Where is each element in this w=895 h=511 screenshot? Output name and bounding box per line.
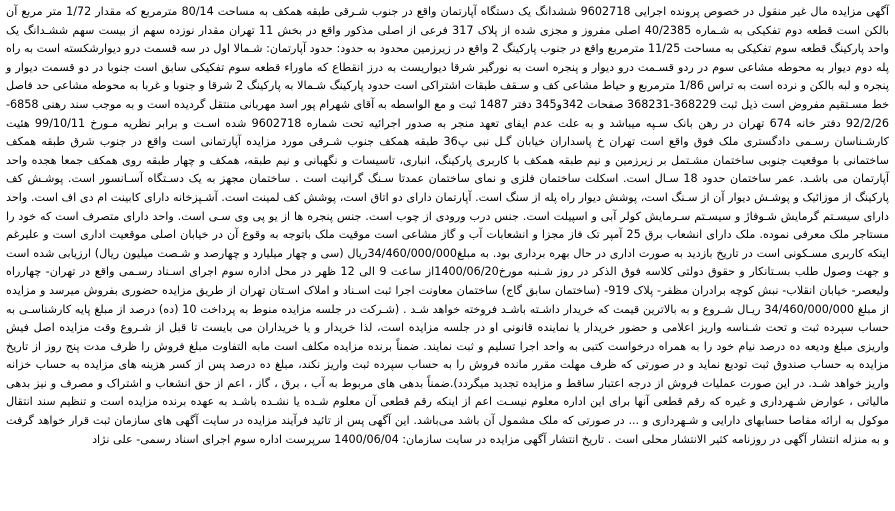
notice-body-text: آگهی مزایده مال غیر منقول در خصوص پرونده اجرایی 9602718 ششدانگ یک دستگاه آپارتمان واقع در جنوب شـرقی طبقه همکف به مساحت 80/14 مترمربع که مقدار 1/72 متر مربع آن بالکن است قطعه دوم تفکیکی به شـماره 40/2385 اصلی مفروز و مجزی شده از پلاک 317 فرعی از اصلی مذکور واقع در بخش 11 تهران مقدار نوزده سهم از بیست سهم ششـدانگ یک واحد پارکینگ قطعه سوم تفکیکی به مساحت 11/25 مترمربع واقع در جنوب پارکینگ 2 واقع در زیرزمین محدود به حدود: حدود آپارتمان: شـمالا اول در سه قسمت درو دیوارشکسته است به راه پله دوم دیوار به محوطه مشاعی سوم در ردو قسـمت درو دیوار و پنجره است به نورگیر شرقا دیواریست به درز انقطاع که ماوراء قطعه سوم تفکیکی سابق است جنوبا در دو قسمت دیوار و پنجره و لبه بالکن و نرده است به تراس 1/86 مترمربع و حیاط مشاعی کف و سـقف طبقات اشتراکی است حدود پارکینگ شـمالا به پارکینگ 2 شرقا و جنوبا و غربا به محوطه مشاعی حد فاصل خط مسـتقیم مفروض است ذیل ثبت 368229-368231 صفحات 342و345 دفتر 1487 ثبت و مع الواسطه به آقای شهرام پور اسد مهربانی منتقل گردیده است و به موجب سند رهنی 6858-92/2/26 دفتر خانه 674 تهران در رهن بانک سـپه میباشد و به علت عدم ایفای تعهد منجر به صدور اجرائیه تحت شماره 9602718 شده اسـت و برابر نظریه مـورخ 99/10/11 هئیت کارشـناسان رسـمی دادگستری ملک فوق واقع است تهران خ پاسداران خیابان گـل نبی پ36 طبقه همکف جنوب شـرقی مورد مزایده آپارتمانی است واقع در جنوب شرق طبقه همکف ساختمانی با موقعیت جنوبی ساختمان مشـتمل بر زیرزمین و نیم طبقه همکف با کاربری پارکینگ، انباری، تاسیسات و نگهبانی و نیم طبقه، همکف و چهار طبقه روی همکف جمعا هجده واحد آپارتمان می باشـد. عمر ساختمان حدود 18 سـال است. اسکلت ساختمان فلزی و نمای ساختمان عمدتا سـنگ گرانیت است . ساختمان مجهز به یک دسـتگاه آسـانسور است. پوشـش کف پارکینگ از موزائیک و پوشـش دیوار آن از سـنگ است، پوشش دیوار راه پله از سنگ است. آپارتمان دارای دو اتاق است، پوشش کف لمینت است. آشـپزخانه دارای کابینت ام دی اف است. واحد دارای سیسـتم گرمایش شـوفاژ و سیسـتم سـرمایش کولر آبی و اسپیلت است. جنس درب ورودی از چوب است. جنس پنجره ها از یو پی وی سـی است. واحد دارای متصرف است که خود را مستاجر ملک معرفی نموده. ملک دارای انشعاب برق 25 آمپر تک فاز مجزا و انشعابات آب و گاز مشاعی است موقیت ملک باتوجه به وقوع آن در خیابان اصلی موقعیت اداری است و علیرغم اینکه کاربری مسـکونی است در تاریخ بازدید به صورت اداری در حال بهره برداری بود. به مبلغ34/460/000/000ریال (سی و چهار میلیارد و چهارصد و شـصت میلیون ریال) ارزیابی شده است و جهت وصول طلب بسـتانکار و حقوق دولتی کلاسه فوق الذکر در روز شـنبه مورخ1400/06/20از ساعت 9 الی 12 ظهر در محل اداره سوم اجرای اسـناد رسـمی واقع در تهران- چهارراه ولیعصر- خیابان انقلاب- نبش کوچه برادران مظفر- پلاک 919- (ساختمان سابق گاج) ساختمان معاونت اجرا ثبت اسـناد و املاک اسـتان تهران از طریق مزایده حضوری بفروش میرسد و مزایده از مبلغ 34/460/000/000 ریـال شـروع و به بالاترین قیمت که خریدار داشـته باشـد فروخته خواهد شـد . (شـرکت در جلسه مزایده منوط به پرداخت 10 (ده) درصد از مبلغ پایه کارشناسـی به حساب سپرده ثبت و تحت شـناسه واریز اعلامی و حضور خریدار یا نماینده قانونی او در جلسه مزایده است، لذا خریدار و یا خریداران می بایست تا قبل از شـروع وقت مزایده اصل فیش واریزی مبلغ ودیعه ده درصد نیام خود را به همراه درخواست کتبی به واحد اجرا تسلیم و ثبت نمایند. ضمناً برنده مزایده مکلف است مابه التفاوت مبلغ فروش را ظرف مدت پنج روز از تاریخ مزایده به حساب صندوق ثبت تودیع نماید و در صورتی که ظرف مهلت مقرر مانده فروش را به حساب سپرده ثبت واریز نکند، مبلغ ده درصد پس از کسر هزینه های مزایده به حساب خزانه واریز خواهد شـد. در این صورت عملیات فروش از درجه اعتبار ساقط و مزایده تجدید میگردد).ضمناً بدهی های مربوط به آب ، برق ، گاز ، اعم از حق انشعاب و اشتراک و مصرف و نیز بدهی مالیاتی ، عوارض شـهرداری و غیره که رقم قطعی آنها برای این اداره معلوم نیسـت اعم از اینکه رقم قطعی آن معلوم شـده یا نشـده باشـد به عهده برنده مزایده است و تنظیم سند انتقال موکول به ارائه مفاصا حسابهای دارایی و شـهرداری و ... در صورتی که ملک مشمول آن باشد می‌باشد. این آگهی پس از تائید فرآیند مزایده در سایت آگهی های سازمان ثبت قرار خواهد گرفت و به منزله انتشار آگهی در روزنامه کثیر الانتشار محلی است . تاریخ انتشار آگهی مزایده در سایت سازمان: 1400/06/04 سرپرست اداره سوم اجرای اسناد رسمی- علی نژاد [6, 5, 890, 446]
auction-notice [4, 3, 891, 508]
